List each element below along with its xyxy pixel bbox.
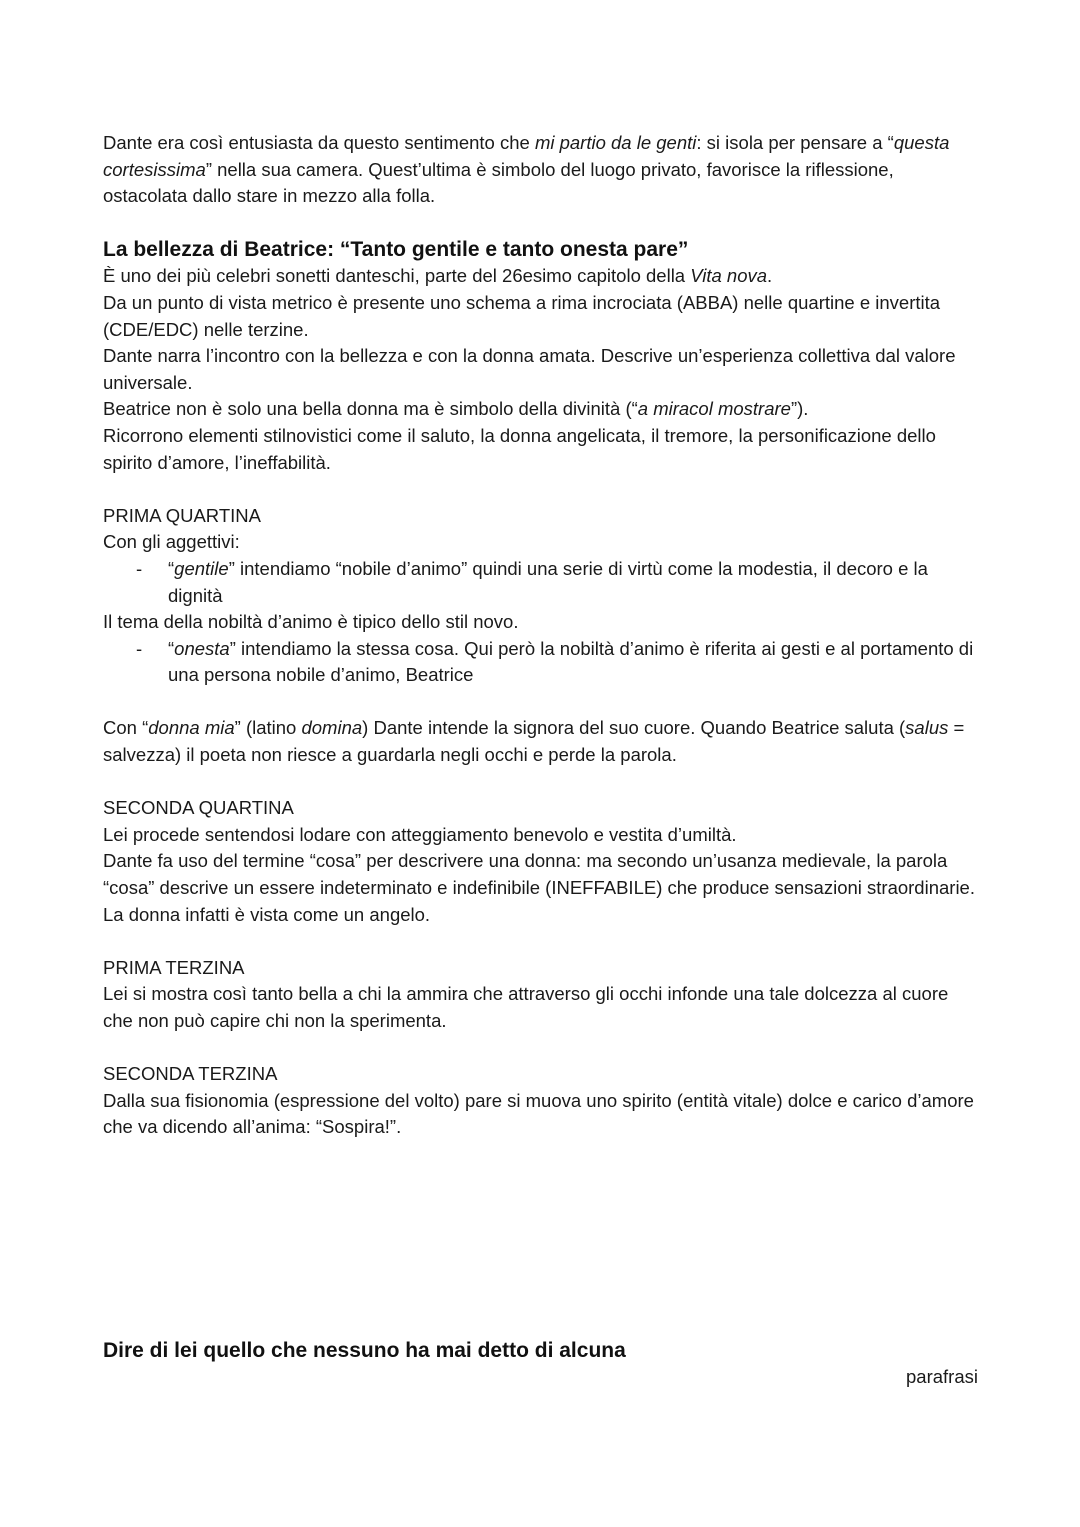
aggettivi-list-2	[103, 636, 983, 689]
seconda-quartina-p1: Lei procede sentendosi lodare con atteggiamento benevolo e vestita d’umiltà.	[103, 823, 737, 845]
seconda-terzina-p1: Dalla sua fisionomia (espressione del volto) pare si muova uno spirito (entità vitale) dolce e carico d’amore che va dicendo all’anima: “Sospira!”.	[103, 1089, 974, 1138]
list-item: - “gentile” intendiamo “nobile d’animo” quindi una serie di virtù come la modestia, il decoro e la dignità	[136, 557, 928, 606]
seconda-quartina-label: SECONDA QUARTINA	[103, 797, 294, 819]
prima-quartina-intro: Con gli aggettivi:	[103, 531, 240, 553]
donna-mia-paragraph: Con “donna mia” (latino domina) Dante intende la signora del suo cuore. Quando Beatrice saluta (salus = salvezza) il poeta non riesce a guardarla negli occhi e perde la parola.	[103, 717, 965, 766]
overview-p4: Beatrice non è solo una bella donna ma è simbolo della divinità (“a miracol mostrare”).	[103, 398, 809, 420]
stil-novo-note: Il tema della nobiltà d’animo è tipico dello stil novo.	[103, 611, 519, 633]
list-item: - “onesta” intendiamo la stessa cosa. Qui però la nobiltà d’animo è riferita ai gesti e al portamento di una persona nobile d’animo, Beatrice	[136, 637, 974, 686]
prima-quartina-label: PRIMA QUARTINA	[103, 504, 261, 526]
section-heading: La bellezza di Beatrice: “Tanto gentile e tanto onesta pare”	[103, 238, 689, 262]
overview-p5: Ricorrono elementi stilnovistici come il saluto, la donna angelicata, il tremore, la personificazione dello spirito d’amore, l’ineffabilità.	[103, 424, 936, 473]
overview-p3: Dante narra l’incontro con la bellezza e con la donna amata. Descrive un’esperienza collettiva dal valore universale.	[103, 345, 956, 393]
aggettivi-list	[103, 556, 983, 609]
overview-p2: Da un punto di vista metrico è presente uno schema a rima incrociata (ABBA) nelle quartine e invertita (CDE/EDC) nelle terzine.	[103, 291, 941, 340]
footer-note: parafrasi	[906, 1366, 978, 1387]
intro-paragraph: Dante era così entusiasta da questo sentimento che mi partio da le genti: si isola per pensare a “questa cortesissima” nella sua camera. Quest’ultima è simbolo del luogo privato, favorisce la riflessione, ostacolata dallo stare in mezzo alla folla.	[103, 132, 950, 207]
seconda-terzina-label: SECONDA TERZINA	[103, 1063, 278, 1085]
prima-terzina-p1: Lei si mostra così tanto bella a chi la ammira che attraverso gli occhi infonde una tale dolcezza al cuore che non può capire chi non la sperimenta.	[103, 983, 949, 1031]
prima-terzina-label: PRIMA TERZINA	[103, 956, 245, 978]
document-body	[103, 130, 983, 1141]
overview-p1: È uno dei più celebri sonetti danteschi, parte del 26esimo capitolo della Vita nova.	[103, 265, 773, 287]
footer-heading: Dire di lei quello che nessuno ha mai detto di alcuna	[103, 1339, 626, 1362]
seconda-quartina-p2: Dante fa uso del termine “cosa” per descrivere una donna: ma secondo un’usanza medievale, la parola “cosa” descrive un essere indeterminato e indefinibile (INEFFABILE) che produce sensazioni straordinarie. La donna infatti è vista come un angelo.	[103, 850, 975, 925]
